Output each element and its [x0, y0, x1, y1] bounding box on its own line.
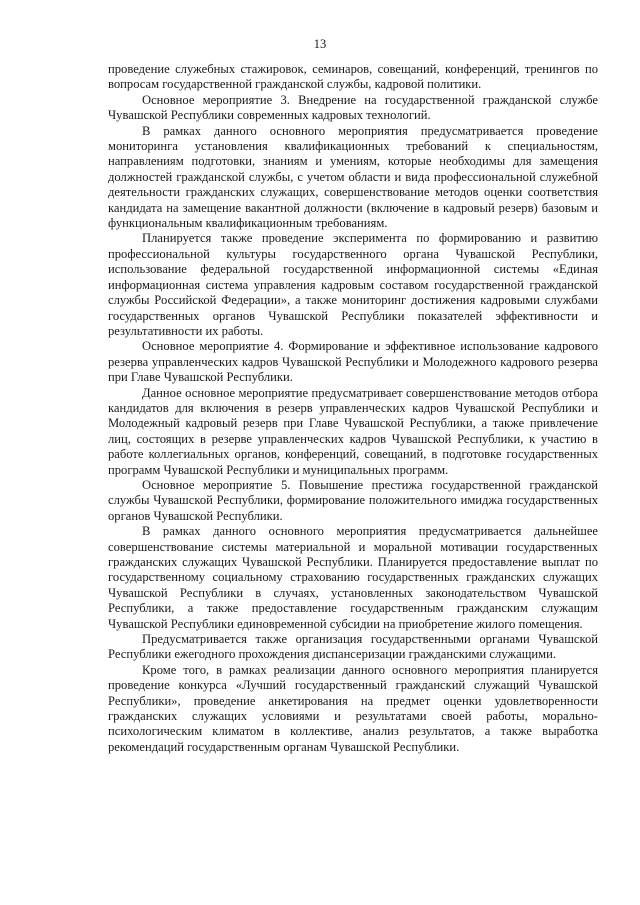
paragraph-main-measure-4: Основное мероприятие 4. Формирование и эффективное использование кадрового резерва управленческих кадров Чувашской Республики и Молодежного кадрового резерва при Главе Чувашской Республики.: [108, 339, 598, 385]
paragraph-training-continued: проведение служебных стажировок, семинаров, совещаний, конференций, тренингов по вопросам государственной гражданской службы, кадровой политики.: [108, 62, 598, 92]
paragraph-competition: Кроме того, в рамках реализации данного основного мероприятия планируется проведение конкурса «Лучший государственный гражданский служащий Чувашской Республики», проведение анкетирования на предмет оценки удовлетворенности гражданских служащих условиями и результатами своей работы, морально-психологическим климатом в коллективе, анализ результатов, а также выработка рекомендаций государственным органам Чувашской Республики.: [108, 662, 598, 754]
paragraph-measure-3-details: В рамках данного основного мероприятия предусматривается проведение мониторинга установления квалификационных требований к специальностям, направлениям подготовки, знаниям и умениям, которые необходимы для замещения должностей гражданской службы, с учетом области и вида профессиональной служебной деятельности гражданских служащих, совершенствование методов оценки соответствия кандидата на замещение вакантной должности (включение в кадровый резерв) базовым и функциональным квалификационным требованиям.: [108, 123, 598, 231]
document-body: [108, 62, 598, 755]
paragraph-main-measure-5: Основное мероприятие 5. Повышение престижа государственной гражданской службы Чувашской Республики, формирование положительного имиджа государственных органов Чувашской Республики.: [108, 477, 598, 523]
paragraph-measure-5-details: В рамках данного основного мероприятия предусматривается дальнейшее совершенствование системы материальной и моральной мотивации государственных гражданских служащих Чувашской Республики. Планируется предоставление выплат по государственному социальному страхованию государственных гражданских служащих Чувашской Республики в случаях, установленных законодательством Чувашской Республики, а также предоставление государственным гражданским служащим Чувашской Республики единовременной субсидии на приобретение жилого помещения.: [108, 524, 598, 631]
paragraph-measure-4-details: Данное основное мероприятие предусматривает совершенствование методов отбора кандидатов для включения в резерв управленческих кадров Чувашской Республики и Молодежный кадровый резерв при Главе Чувашской Республики, а также привлечение лиц, состоящих в резерве управленческих кадров Чувашской Республики, к участию в работе коллегиальных органов, конференций, совещаний, в подготовке государственных программ Чувашской Республики и муниципальных программ.: [108, 385, 598, 477]
page-number: 13: [313, 37, 327, 51]
paragraph-main-measure-3: Основное мероприятие 3. Внедрение на государственной гражданской службе Чувашской Республики современных кадровых технологий.: [108, 92, 598, 123]
paragraph-medical-examination: Предусматривается также организация государственными органами Чувашской Республики ежегодного прохождения диспансеризации гражданскими служащими.: [108, 632, 598, 662]
paragraph-experiment-plan: Планируется также проведение эксперимента по формированию и развитию профессиональной культуры государственного органа Чувашской Республики, использование федеральной государственной информационной системы «Единая информационная система управления кадровым составом государственной гражданской службы Российской Федерации», а также мониторинг достижения кадровыми службами государственных органов Чувашской Республики показателей эффективности и результативности их работы.: [108, 231, 598, 338]
